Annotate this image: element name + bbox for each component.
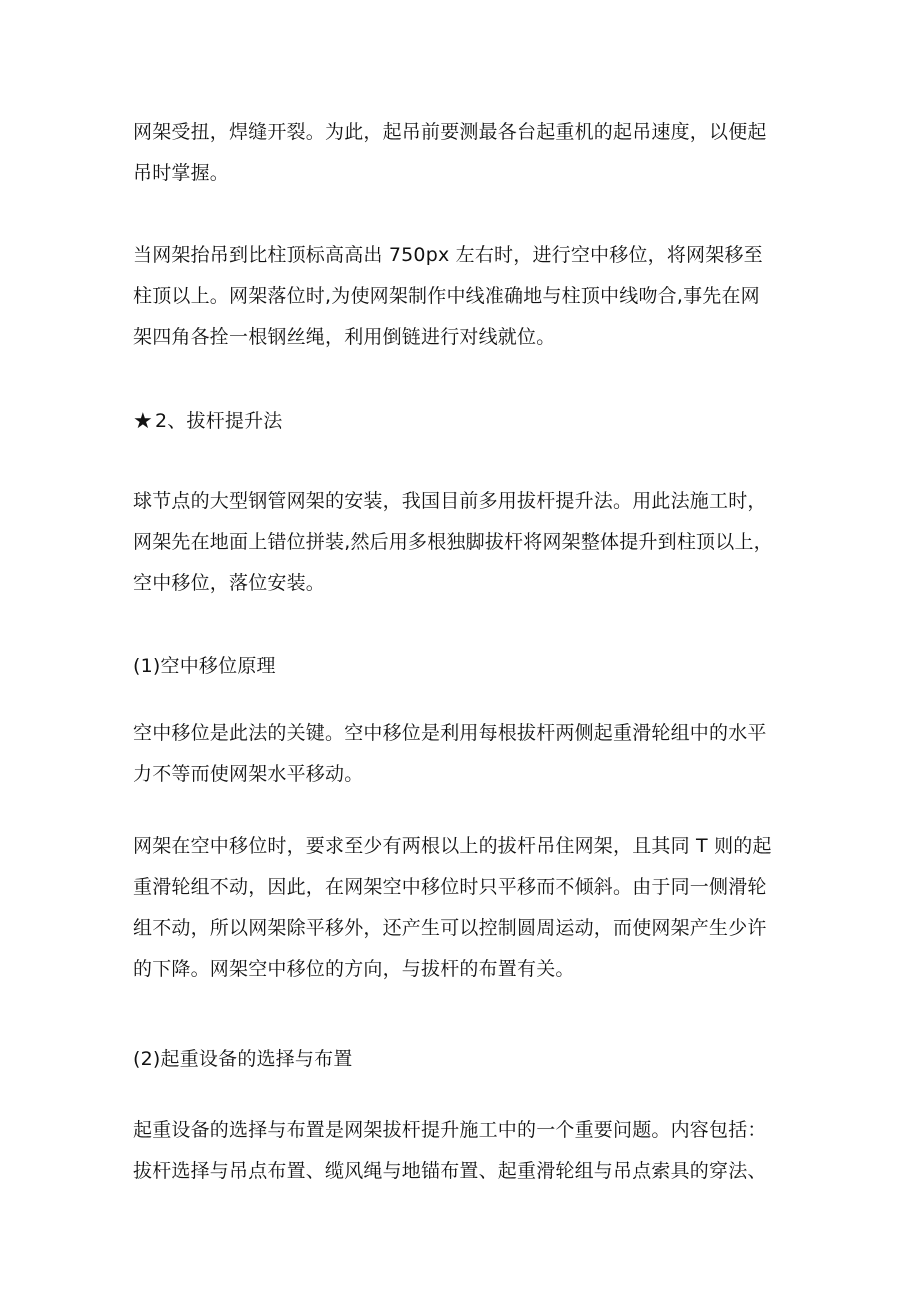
- paragraph-line: 当网架抬吊到比柱顶标高高出 750px 左右时，进行空中移位，将网架移至: [133, 244, 763, 266]
- paragraph-line: 球节点的大型钢管网架的安装，我国目前多用拔杆提升法。用此法施工时，: [133, 490, 767, 512]
- paragraph-line: 吊时掌握。: [133, 162, 230, 184]
- section-heading-pole-lifting: [133, 401, 805, 442]
- paragraph-crane-lifting-speed: [133, 112, 805, 194]
- paragraph-line: 架四角各拴一根钢丝绳，利用倒链进行对线就位。: [133, 326, 556, 348]
- paragraph-line: 力不等而使网架水平移动。: [133, 763, 364, 785]
- subheading-equipment-selection: [133, 1039, 805, 1080]
- paragraph-pole-lifting-method: [133, 481, 805, 604]
- paragraph-line: 空中移位，落位安装。: [133, 572, 326, 594]
- paragraph-line: 起重设备的选择与布置是网架拔杆提升施工中的一个重要问题。内容包括：: [133, 1119, 767, 1141]
- paragraph-line: 网架受扭，焊缝开裂。为此，起吊前要测最各台起重机的起吊速度，以便起: [133, 121, 767, 143]
- paragraph-air-shift: [133, 235, 805, 358]
- paragraph-line: 的下降。网架空中移位的方向，与拔杆的布置有关。: [133, 958, 575, 980]
- paragraph-line: 网架先在地面上错位拼装,然后用多根独脚拔杆将网架整体提升到柱顶以上，: [133, 531, 773, 553]
- section-heading-text: 2、拔杆提升法: [155, 410, 283, 432]
- paragraph-shift-requirements: [133, 826, 805, 990]
- paragraph-line: 空中移位是此法的关键。空中移位是利用每根拔杆两侧起重滑轮组中的水平: [133, 722, 767, 744]
- paragraph-line: 组不动，所以网架除平移外，还产生可以控制圆周运动，而使网架产生少许: [133, 917, 767, 939]
- subheading-text: (1)空中移位原理: [133, 655, 276, 677]
- paragraph-line: 网架在空中移位时，要求至少有两根以上的拔杆吊住网架，且其同 T 则的起: [133, 835, 772, 857]
- paragraph-line: 拔杆选择与吊点布置、缆风绳与地锚布置、起重滑轮组与吊点索具的穿法、: [133, 1160, 767, 1182]
- star-icon: ★: [133, 409, 153, 434]
- subheading-air-shift-principle: [133, 646, 805, 687]
- paragraph-shift-key: [133, 713, 805, 795]
- paragraph-line: 重滑轮组不动，因此，在网架空中移位时只平移而不倾斜。由于同一侧滑轮: [133, 876, 767, 898]
- paragraph-equipment-layout: [133, 1110, 805, 1192]
- paragraph-line: 柱顶以上。网架落位时,为使网架制作中线准确地与柱顶中线吻合,事先在网: [133, 285, 760, 307]
- subheading-text: (2)起重设备的选择与布置: [133, 1048, 353, 1070]
